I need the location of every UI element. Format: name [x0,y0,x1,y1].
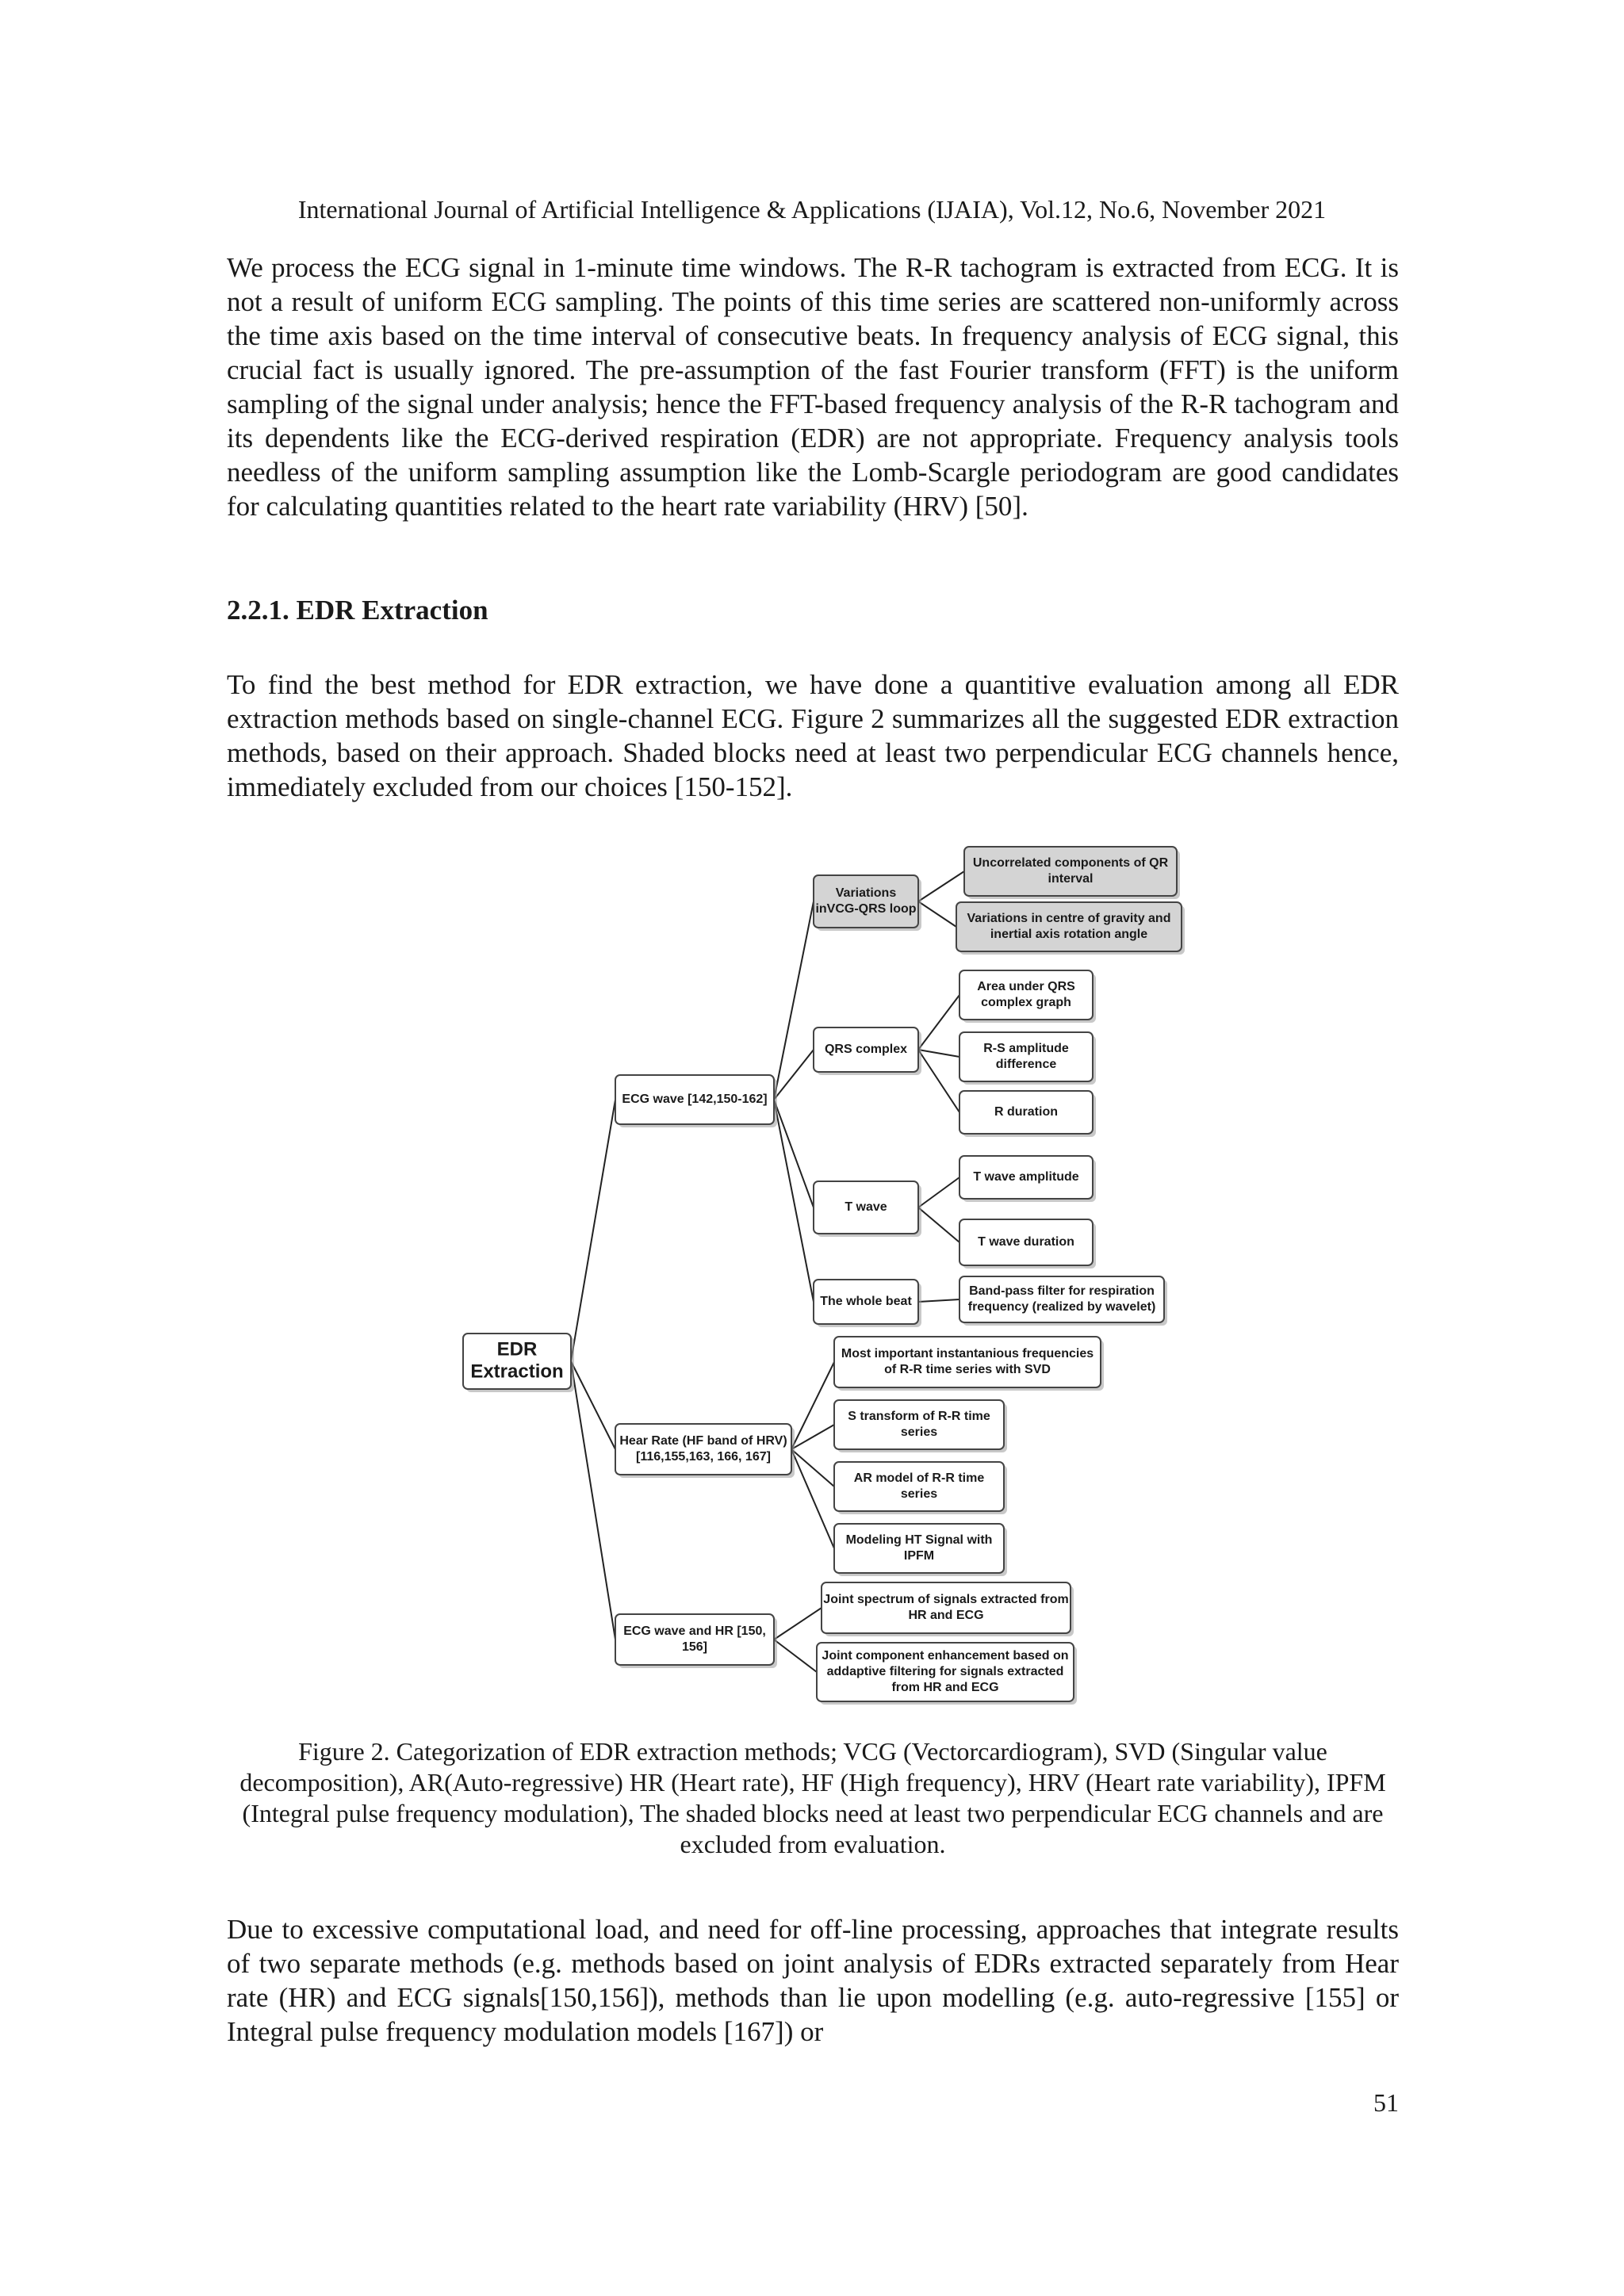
connector-ecg_wave-variations [774,901,814,1100]
node-label: complex graph [981,996,1071,1010]
node-label: HR and ECG [908,1609,984,1623]
node-label: of R-R time series with SVD [884,1363,1051,1377]
node-label: ECG wave and HR [150, [623,1624,766,1639]
connector-whole-bandpass [918,1299,959,1302]
node-label: interval [1048,872,1094,886]
node-qrs [814,1027,921,1075]
connector-root-ecg_hr [571,1361,615,1640]
section-heading: 2.2.1. EDR Extraction [227,595,488,626]
page-number: 51 [1373,2088,1399,2117]
body-paragraph-2: To find the best method for EDR extraction, we have done a quantitive evaluation among all EDR extraction methods based on single-channel ECG. Figure 2 summarizes all the suggested EDR extraction methods, based on their approach. Shaded blocks need at least two perpendicular ECG channels hence, immediately excluded from our choices [150-152]. [227,669,1399,802]
node-label: Joint spectrum of signals extracted from [823,1593,1069,1607]
connector-hear_rate-ipfm [791,1449,834,1548]
connector-ecg_hr-component [774,1640,817,1672]
node-label: 156] [681,1640,708,1655]
node-label: Extraction [470,1360,564,1383]
node-ar [834,1462,1007,1514]
connector-twave-tamp [918,1177,959,1207]
node-ecg_hr [615,1614,777,1668]
node-root [463,1334,574,1392]
connector-qrs-rdur [918,1050,959,1112]
node-label: Most important instantanious frequencies [841,1347,1094,1361]
node-hear_rate [615,1424,795,1478]
node-uncorrelated [964,847,1180,899]
node-label: ECG wave [142,150-162] [622,1093,768,1107]
connector-qrs-area [918,995,959,1050]
node-label: Joint component enhancement based on [822,1649,1069,1663]
node-label: series [900,1487,938,1502]
connector-ecg_wave-qrs [774,1050,814,1100]
node-rdur [959,1091,1096,1137]
node-tdur [959,1219,1096,1269]
node-svd [834,1337,1104,1391]
node-stransform [834,1400,1007,1452]
connector-twave-tdur [918,1207,959,1242]
node-label: Area under QRS [977,980,1075,994]
node-label: Band-pass filter for respiration [969,1284,1155,1299]
node-label: AR model of R-R time [853,1471,985,1486]
node-label: R duration [994,1105,1058,1119]
connector-variations-gravity [918,901,956,927]
node-label: Uncorrelated components of QR [972,856,1169,871]
connector-ecg_hr-joint [774,1608,822,1640]
node-label: EDR [496,1338,538,1360]
connector-hear_rate-ar [791,1449,834,1487]
node-ipfm [834,1524,1007,1576]
node-label: The whole beat [820,1295,912,1309]
node-tamp [959,1156,1096,1202]
node-joint [822,1582,1074,1636]
journal-header: International Journal of Artificial Intelligence & Applications (IJAIA), Vol.12, No.6, November 2021 [297,195,1327,224]
node-label: series [900,1425,938,1440]
connector-ecg_wave-whole [774,1100,814,1302]
node-label: inertial axis rotation angle [990,928,1148,942]
node-label: IPFM [903,1549,935,1563]
node-component [817,1643,1077,1705]
body-paragraph-3: Due to excessive computational load, and need for off-line processing, approaches that integrate results of two separate methods (e.g. methods based on joint analysis of EDRs extracted separately from Hear rate (HR) and ECG signals[150,156]), methods than lie upon modelling (e.g. auto-regressive [155] or Integral pulse frequency modulation models [167]) or [227,1914,1399,2047]
node-variations [814,875,921,931]
node-label: T wave [845,1200,887,1215]
connector-ecg_wave-twave [774,1100,814,1207]
node-label: Hear Rate (HF band of HRV) [619,1434,787,1448]
node-label: Modeling HT Signal with [845,1533,993,1548]
node-label: inVCG-QRS loop [815,902,917,916]
node-label: Variations in centre of gravity and [967,912,1171,926]
node-label: frequency (realized by wavelet) [967,1300,1156,1314]
node-label: T wave duration [978,1235,1074,1249]
connector-qrs-rs [918,1050,959,1057]
node-label: QRS complex [824,1043,908,1057]
node-label: R-S amplitude [983,1042,1069,1056]
node-label: T wave amplitude [973,1170,1079,1184]
node-label: [116,155,163, 166, 167] [636,1450,771,1464]
node-twave [814,1181,921,1237]
node-rs [959,1032,1096,1085]
node-label: addaptive filtering for signals extracted [826,1665,1064,1679]
node-label: S transform of R-R time [848,1410,990,1424]
node-whole [814,1280,921,1327]
node-label: Variations [835,886,897,901]
node-gravity [956,902,1185,955]
node-label: difference [995,1058,1057,1072]
connector-variations-uncorrelated [918,871,964,901]
node-area [959,970,1096,1023]
connector-root-ecg_wave [571,1100,615,1361]
node-label: from HR and ECG [891,1681,999,1695]
figure-caption: Figure 2. Categorization of EDR extraction methods; VCG (Vectorcardiogram), SVD (Singular value decomposition), AR(Auto-regressive) HR (Heart rate), HF (High frequency), HRV (Heart rate variability), IPFM (Integral pulse frequency modulation), The shaded blocks need at least two perpendicular ECG channels and are excluded from evaluation. [239,1737,1386,1858]
node-ecg_wave [615,1075,777,1127]
body-paragraph-1: We process the ECG signal in 1-minute time windows. The R-R tachogram is extracted from ECG. It is not a result of uniform ECG sampling. The points of this time series are scattered non-uniformly across the time axis based on the time interval of consecutive beats. In frequency analysis of ECG signal, this crucial fact is usually ignored. The pre-assumption of the fast Fourier transform (FFT) is the uniform sampling of the signal under analysis; hence the FFT-based frequency analysis of the R-R tachogram and its dependents like the ECG-derived respiration (EDR) are not appropriate. Frequency analysis tools needless of the uniform sampling assumption like the Lomb-Scargle periodogram are good candidates for calculating quantities related to the heart rate variability (HRV) [50]. [227,252,1399,522]
node-bandpass [959,1276,1167,1326]
